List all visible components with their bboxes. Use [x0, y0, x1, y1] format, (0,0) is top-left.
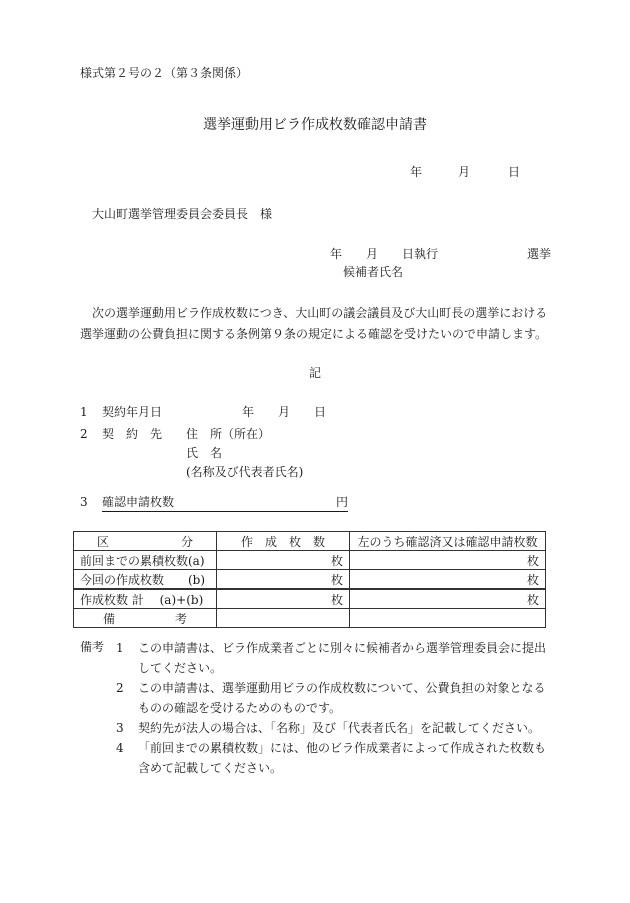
note-text: この申請書は、ビラ作成業者ごとに別々に候補者から選挙管理委員会に提出してください。 [138, 641, 547, 675]
note-item [116, 638, 548, 678]
header-created-count: 作 成 枚 数 [217, 532, 350, 551]
item-contractor [80, 425, 270, 443]
document-title: 選挙運動用ビラ作成枚数確認申請書 [203, 117, 427, 133]
election-label: 選挙 [527, 247, 552, 261]
item-label: 確認申請枚数 [102, 495, 175, 509]
remarks-cell [350, 609, 546, 628]
request-count-field [102, 493, 348, 512]
header-category: 区 分 [74, 532, 217, 551]
note-text: 契約先が法人の場合は、「名称」及び「代表者氏名」を記載してください。 [138, 721, 541, 735]
row-label: 今回の作成枚数 (b) [74, 570, 217, 590]
candidate-name-label: 候補者氏名 [343, 265, 404, 279]
row-created-unit: 枚 [217, 551, 350, 570]
table-remarks-row [74, 609, 546, 628]
contractor-address-label: 住 所（所在） [186, 427, 271, 441]
note-item [116, 738, 548, 778]
table-header-row [74, 532, 546, 551]
item-number: 1 [80, 405, 88, 419]
execution-date: 年 月 日執行 [330, 247, 439, 261]
remarks-label: 備 考 [74, 609, 217, 628]
date-year: 年 [410, 165, 423, 179]
table-row [74, 570, 546, 590]
notes-heading: 備考 [80, 640, 105, 654]
item-contract-date [80, 403, 326, 421]
contractor-name-note: (名称及び代表者氏名) [186, 465, 304, 479]
row-confirmed-unit: 枚 [350, 551, 546, 570]
header-confirmed-count: 左のうち確認済又は確認申請枚数 [350, 532, 546, 551]
note-number: 2 [116, 681, 124, 695]
date-month: 月 [458, 165, 471, 179]
form-number: 様式第２号の２（第３条関係） [80, 66, 249, 80]
item-number: 3 [80, 495, 88, 509]
row-confirmed-unit: 枚 [350, 589, 546, 609]
row-label: 作成枚数 計 (a)+(b) [74, 589, 217, 609]
row-created-unit: 枚 [217, 589, 350, 609]
date-day: 日 [508, 165, 521, 179]
ki-heading: 記 [308, 366, 321, 380]
note-number: 1 [116, 641, 124, 655]
row-confirmed-unit: 枚 [350, 570, 546, 590]
item-request-count [80, 493, 348, 512]
item-label: 契約年月日 [102, 405, 163, 419]
note-number: 4 [116, 741, 124, 755]
table-row [74, 589, 546, 609]
body-text: 次の選挙運動用ビラ作成枚数につき、大山町の議会議員及び大山町長の選挙における選挙運動の公費負担に関する条例第９条の規定による確認を受けたいので申請します。 [80, 306, 548, 341]
contractor-name-label: 氏 名 [186, 446, 223, 460]
remarks-cell [217, 609, 350, 628]
note-item [116, 678, 548, 718]
item-number: 2 [80, 427, 88, 441]
table-row [74, 551, 546, 570]
count-table [73, 531, 546, 628]
note-number: 3 [116, 721, 124, 735]
row-created-unit: 枚 [217, 570, 350, 590]
note-text: 「前回までの累積枚数」には、他のビラ作成業者によって作成された枚数も含めて記載してください。 [138, 741, 547, 775]
addressee: 大山町選挙管理委員会委員長 様 [92, 207, 273, 221]
row-label: 前回までの累積枚数(a) [74, 551, 217, 570]
note-item [116, 718, 548, 738]
note-text: この申請書は、選挙運動用ビラの作成枚数について、公費負担の対象となるものの確認を受けるためのものです。 [138, 681, 546, 715]
item-label: 契 約 先 [102, 427, 163, 441]
request-count-unit: 円 [335, 495, 348, 509]
submission-date [410, 163, 520, 181]
contract-date-value: 年 月 日 [242, 405, 327, 419]
